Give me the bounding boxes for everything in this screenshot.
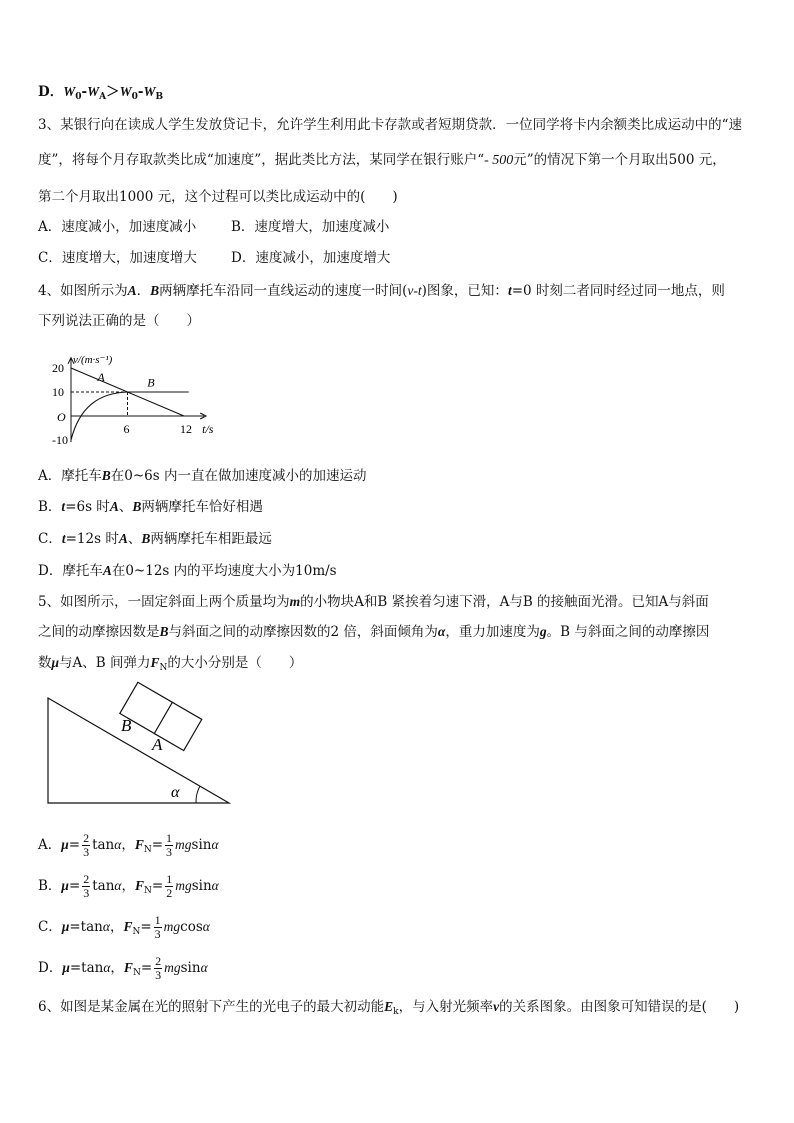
q5-option-b: B．μ= $\frac{2}{3}$ tanα，$F_N=$ $\frac{1}{2}$ mgsinα: [38, 872, 219, 900]
q6-stem-line1: 6、如图是某金属在光的照射下产生的光电子的最大初动能$E_k$，与入射光频率v的关系图象。由图象可知错误的是( ): [38, 999, 740, 1017]
q3-option-b: B．速度增大，加速度减小: [231, 219, 390, 235]
q4-option-c: C．t=12s 时A、B两辆摩托车相距最远: [38, 531, 272, 547]
q3-option-a: A．速度减小，加速度减小: [38, 219, 197, 235]
angle-arc: [196, 786, 200, 803]
q5-option-c: C．μ=tanα，$F_N=$ $\frac{1}{3}$ mgcosα: [38, 913, 210, 941]
series-b-label: B: [147, 375, 155, 390]
q5-stem-line2: 之间的动摩擦因数是B与斜面之间的动摩擦因数的2 倍，斜面倾角为α，重力加速度为g。B 与斜面之间的动摩擦因: [38, 624, 710, 640]
q4-stem-line2: 下列说法正确的是（ ）: [38, 313, 200, 329]
q3-stem-line3: 第二个月取出1000 元，这个过程可以类比成运动中的( ): [38, 189, 398, 205]
q4-stem-line1: 4、如图所示为A．B两辆摩托车沿同一直线运动的速度一时间(v-t)图象，已知：t=0 时刻二者同时经过同一地点，则: [38, 283, 725, 299]
y-axis-label: v/(m·s⁻¹): [73, 353, 113, 366]
block-b-label: B: [121, 716, 132, 735]
x-axis-label: t/s: [202, 422, 214, 436]
x-tick-label: 12: [180, 422, 192, 436]
y-tick-label: 10: [52, 385, 64, 399]
y-tick-label: 20: [52, 361, 64, 375]
origin-label: O: [57, 410, 66, 424]
q4-option-d: D．摩托车A在0~12s 内的平均速度大小为10m/s: [38, 563, 337, 579]
q4-option-a: A．摩托车B在0~6s 内一直在做加速度减小的加速运动: [38, 468, 367, 484]
q5-stem-line3: 数μ与A、B 间弹力$F_N$的大小分别是（ ）: [38, 655, 303, 673]
x-tick-label: 6: [123, 422, 130, 436]
block-a-label: A: [152, 735, 163, 754]
q2-option-d: D．$W_0-W_A>W_0-W_B$: [38, 84, 164, 102]
q3-option-c: C．速度增大，加速度增大: [38, 250, 197, 266]
q4-option-b: B．t=6s 时A、B两辆摩托车恰好相遇: [38, 499, 263, 515]
q5-option-d: D．μ=tanα，$F_N=$ $\frac{2}{3}$ mgsinα: [38, 954, 208, 982]
q5-stem-line1: 5、如图所示，一固定斜面上两个质量均为m的小物块A和B 紧挨着匀速下滑，A与B 的接触面光滑。已知A与斜面: [38, 594, 709, 610]
q5-option-a: A．μ= $\frac{2}{3}$ tanα，$F_N=$ $\frac{1}{3}$ mgsinα: [38, 831, 219, 859]
q3-stem-line1: 3、某银行向在读成人学生发放贷记卡，允许学生利用此卡存款或者短期贷款．一位同学将卡内余额类比成运动中的“速: [38, 117, 742, 133]
series-a-label: A: [97, 370, 105, 385]
q3-option-d: D．速度减小，加速度增大: [231, 250, 391, 266]
q3-stem-line2: 度”，将每个月存取款类比成“加速度”，据此类比方法，某同学在银行账户“- 500元”的情况下第一个月取出500 元，: [38, 152, 726, 168]
angle-label: α: [171, 784, 180, 801]
y-tick-label: -10: [52, 433, 68, 447]
